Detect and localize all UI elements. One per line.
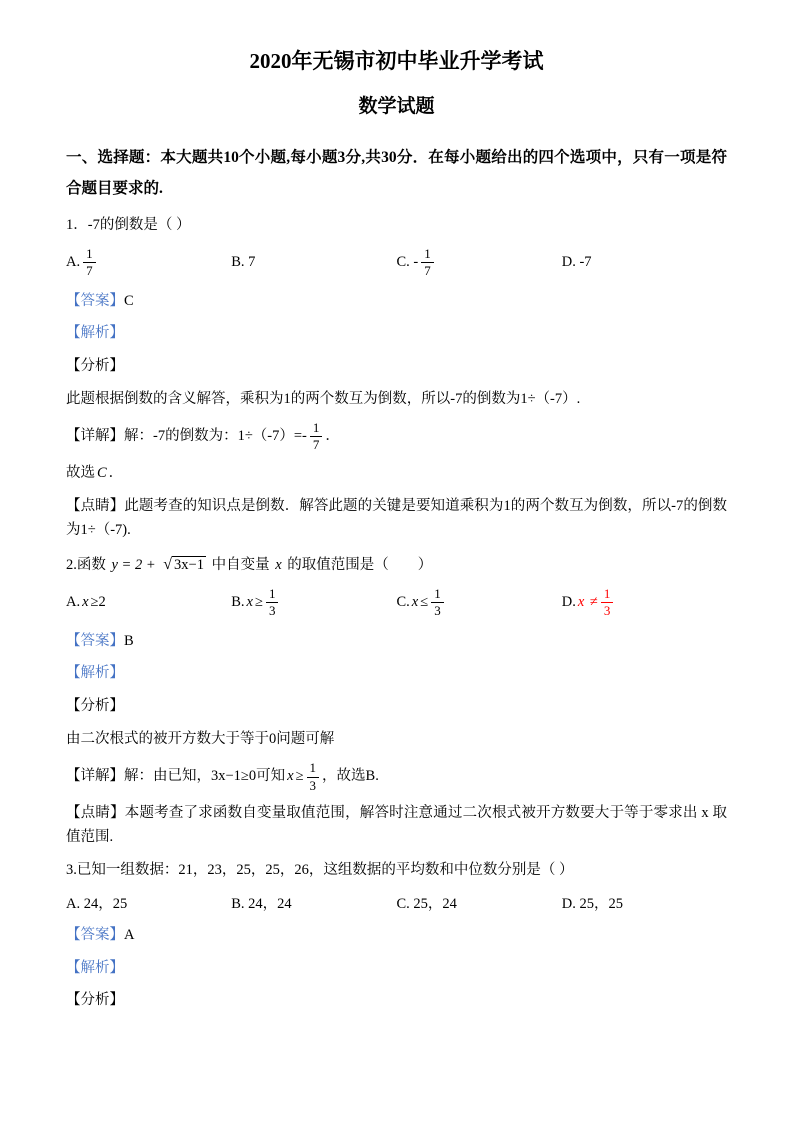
q2-options [66, 587, 727, 619]
q3-fenxi-line [66, 989, 727, 1013]
q2-stem: 2.函数 y = 2 + √ 3x−1 中自变量 x 的取值范围是（ ） [66, 555, 433, 573]
q1-conclusion: 故选 C ． [66, 464, 124, 481]
option-label: D. -7 [561, 254, 592, 271]
fraction: $\frac{1}{7}$ [421, 247, 434, 279]
q2-analysis: 由二次根式的被开方数大于等于0问题可解 [66, 731, 335, 748]
jiexi-label: 【解析】 [66, 959, 124, 976]
option-label: B. 7 [231, 254, 256, 271]
fraction: $\frac{1}{3}$ [601, 587, 614, 619]
q2-fenxi-line [66, 695, 727, 719]
q1-stem: 1．-7的倒数是（ ） [66, 216, 191, 233]
answer-label: 【答案】 [66, 926, 124, 943]
answer-label: 【答案】 [66, 292, 124, 309]
q2-option-d [562, 587, 727, 619]
q3-options [66, 892, 727, 913]
q2-option-a: A. x ≥2 [66, 594, 106, 611]
fenxi-label: 【分析】 [66, 992, 124, 1009]
q1-tip: 【点睛】此题考查的知识点是倒数．解答此题的关键是要知道乘积为1的两个数互为倒数，所以-7的倒数为1÷（-7). [66, 497, 727, 538]
option-label: D. 25，25 [561, 895, 623, 912]
q2-tip: 【点睛】本题考查了求函数自变量取值范围，解答时注意通过二次根式被开方数要大于等于零求出 x 取值范围. [66, 804, 727, 845]
sqrt-symbol: √ [163, 555, 173, 573]
q2-detail: 【详解】解：由已知，3x−1≥0可知 x ≥ $\frac{1}{3}$ ，故选B. [66, 760, 379, 793]
q1-options [66, 247, 727, 279]
q1-detail: 【详解】解：-7的倒数为：1÷（-7）=- $\frac{1}{7}$ ． [66, 420, 340, 453]
option-label: A. [66, 594, 81, 611]
q2-answer: B [124, 632, 134, 649]
q3-answer: A [124, 926, 135, 943]
q3-stem: 3.已知一组数据：21，23，25，25，26，这组数据的平均数和中位数分别是（ ） [66, 861, 574, 878]
fraction: $\frac{1}{7}$ [83, 247, 96, 279]
q1-option-c [397, 247, 562, 279]
q3-option-d [562, 892, 727, 913]
q3-jiexi-line [66, 957, 727, 981]
q1-option-d [562, 254, 727, 271]
doc-subtitle: 数学试题 [358, 96, 435, 118]
answer-letter: C [97, 464, 107, 481]
fraction: $\frac{1}{3}$ [307, 761, 320, 793]
q2-answer-line [66, 630, 727, 654]
jiexi-label: 【解析】 [66, 325, 124, 342]
q1-option-b [231, 254, 396, 271]
q2-jiexi-line [66, 662, 727, 686]
q3-option-c [397, 892, 562, 913]
option-label: B. 24，24 [231, 895, 292, 912]
doc-title: 2020年无锡市初中毕业升学考试 [249, 49, 544, 73]
option-label: A. [66, 254, 81, 271]
q1-jiexi-line [66, 322, 727, 346]
q2-option-b: B. x ≥ $\frac{1}{3}$ [231, 587, 396, 619]
math-expression: y = 2 + [111, 556, 156, 573]
option-label: D. [561, 594, 576, 611]
option-label: C. - [396, 254, 419, 271]
q1-option-a [66, 247, 231, 279]
fenxi-label: 【分析】 [66, 698, 124, 715]
option-label: C. [396, 594, 410, 611]
q1-analysis: 此题根据倒数的含义解答，乘积为1的两个数互为倒数，所以-7的倒数为1÷（-7）. [66, 391, 581, 408]
fenxi-label: 【分析】 [66, 358, 124, 375]
q3-option-a [66, 892, 231, 913]
option-label: C. 25，24 [396, 895, 457, 912]
variable-x: x [275, 556, 282, 573]
jiexi-label: 【解析】 [66, 665, 124, 682]
q1-answer-line [66, 290, 727, 314]
section-header: 一、选择题：本大题共10个小题,每小题3分,共30分．在每小题给出的四个选项中，只有一项是符合题目要求的. [66, 148, 727, 197]
answer-label: 【答案】 [66, 632, 124, 649]
fraction: $\frac{1}{3}$ [266, 587, 279, 619]
highlighted-answer: x ≠ [577, 594, 598, 611]
fraction: $\frac{1}{7}$ [310, 421, 323, 453]
q1-fenxi-line [66, 355, 727, 379]
option-label: A. 24，25 [66, 895, 128, 912]
fraction: $\frac{1}{3}$ [431, 587, 444, 619]
q3-option-b [231, 892, 396, 913]
sqrt-expression: √ 3x−1 [163, 555, 204, 573]
option-label: B. [231, 594, 245, 611]
q2-option-c: C. x ≤ $\frac{1}{3}$ [397, 587, 562, 619]
q1-answer: C [124, 292, 134, 309]
q3-answer-line [66, 924, 727, 948]
